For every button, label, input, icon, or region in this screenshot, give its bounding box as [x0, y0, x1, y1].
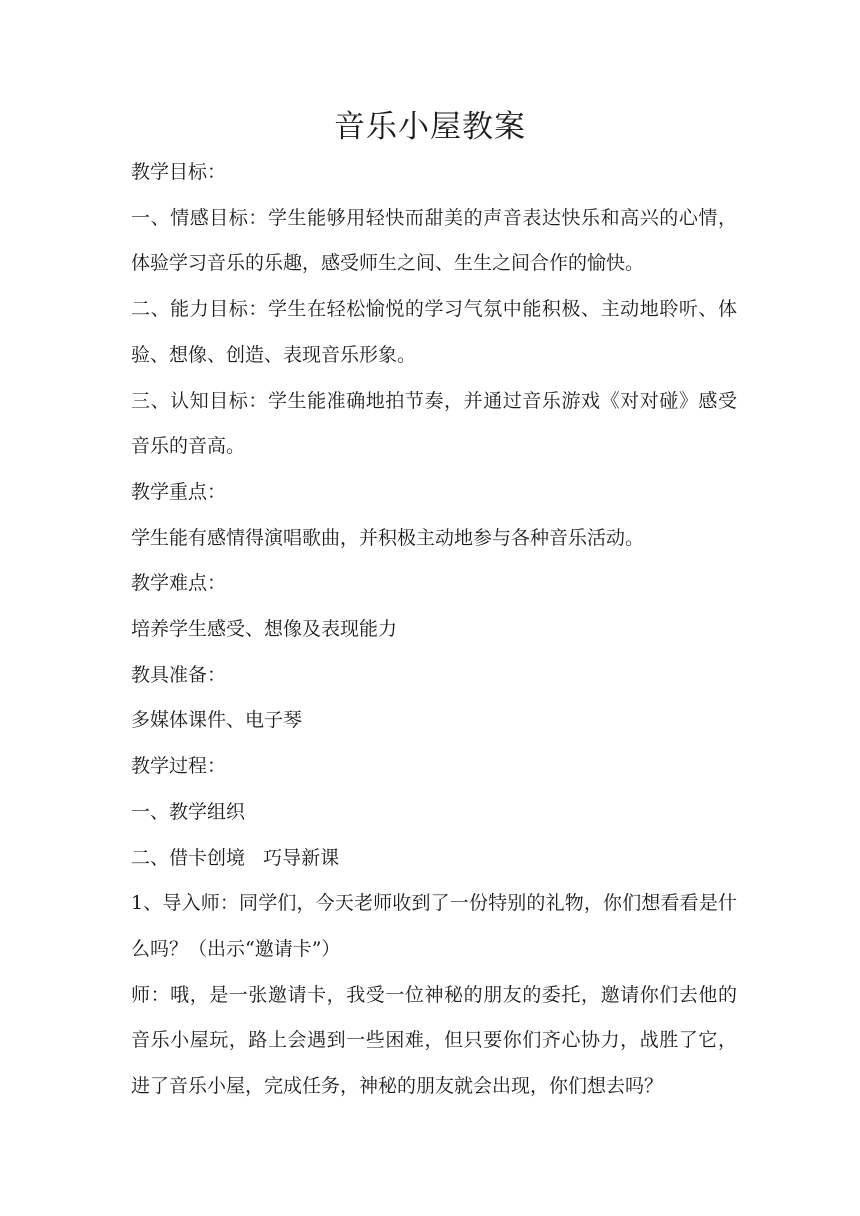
paragraph-ability-goal: 二、能力目标：学生在轻松愉悦的学习气氛中能积极、主动地聆听、体验、想像、创造、表现音乐形象。: [131, 298, 737, 366]
paragraph-materials: 多媒体课件、电子琴: [131, 709, 303, 732]
paragraph-step-one: 一、教学组织: [131, 800, 246, 823]
paragraph-teacher-speech: 师：哦，是一张邀请卡，我受一位神秘的朋友的委托，邀请你们去他的音乐小屋玩，路上会遇到一些困难，但只要你们齐心协力，战胜了它，进了音乐小屋，完成任务，神秘的朋友就会出现，你们想去吗？: [131, 983, 737, 1098]
paragraph-key-points: 学生能有感情得演唱歌曲，并积极主动地参与各种音乐活动。: [131, 526, 645, 549]
paragraph-materials-heading: 教具准备：: [131, 663, 227, 686]
paragraph-cognitive-goal: 三、认知目标：学生能准确地拍节奏，并通过音乐游戏《对对碰》感受音乐的音高。: [131, 389, 737, 458]
paragraph-key-points-heading: 教学重点：: [131, 480, 227, 503]
document-body: [131, 150, 737, 1110]
paragraph-difficulties-heading: 教学难点：: [131, 572, 227, 595]
document-title: 音乐小屋教案: [334, 109, 526, 145]
paragraph-teaching-goals-heading: 教学目标：: [131, 161, 227, 183]
paragraph-process-heading: 教学过程：: [131, 755, 227, 778]
paragraph-difficulties: 培养学生感受、想像及表现能力: [131, 618, 398, 641]
paragraph-step-two: 二、借卡创境 巧导新课: [131, 846, 340, 869]
paragraph-emotional-goal: 一、情感目标：学生能够用轻快而甜美的声音表达快乐和高兴的心情，体验学习音乐的乐趣，感受师生之间、生生之间合作的愉快。: [131, 206, 737, 275]
paragraph-introduction: 1、导入师：同学们，今天老师收到了一份特别的礼物，你们想看看是什么吗？（出示“邀请卡”）: [131, 892, 737, 960]
